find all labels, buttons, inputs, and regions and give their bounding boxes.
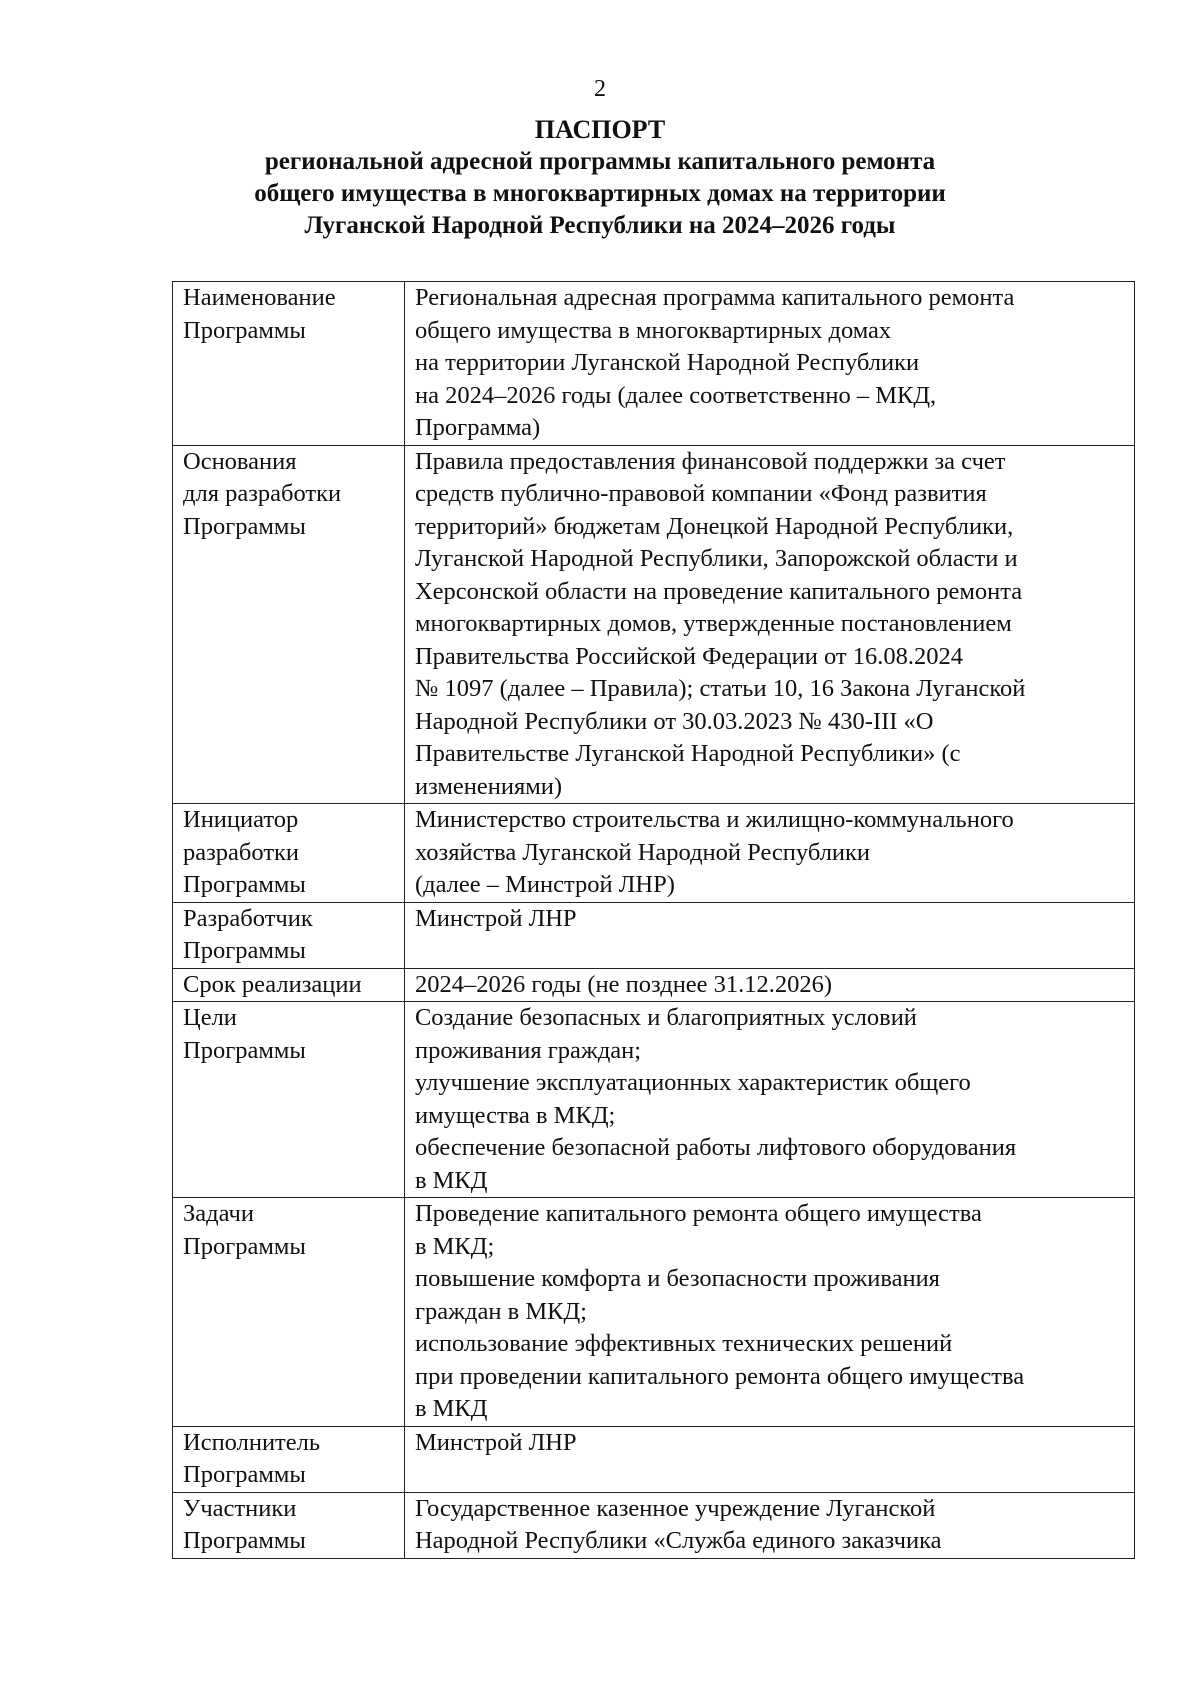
table-row-participants [173,1492,1135,1558]
value-line: Луганской Народной Республики, Запорожской области и [414,545,1018,572]
value-line: в МКД [414,1166,488,1194]
table-row-term [173,968,1135,1002]
title-line: общего имущества в многоквартирных домах на территории [254,180,946,207]
row-label [173,1198,405,1427]
row-value [404,1198,1134,1427]
row-label [173,1426,405,1492]
value-line: Народной Республики «Служба единого заказчика [414,1527,942,1554]
value-line: многоквартирных домов, утвержденные постановлением [414,610,1012,637]
row-label [173,282,405,446]
row-value [404,804,1134,903]
value-line: имущества в МКД; [414,1101,616,1129]
label-line: Исполнитель [183,1428,321,1456]
label-line: Программы [183,1527,306,1554]
table-row-goals [173,1002,1135,1198]
row-label [173,445,405,804]
row-label [173,968,405,1002]
label-line: Разработчик [183,904,313,932]
table-row-tasks [173,1198,1135,1427]
label-line: Программы [183,512,306,540]
value-line: Правительстве Луганской Народной Республики» (с [414,740,961,767]
label-line: Участники [183,1494,297,1522]
label-line: разработки [183,838,300,866]
title-line: Луганской Народной Республики на 2024–2026 годы [304,212,896,239]
label-line: для разработки [183,480,342,507]
value-line: Минстрой ЛНР [414,904,577,932]
label-line: Программы [183,937,306,964]
row-value [404,1002,1134,1198]
value-line: Проведение капитального ремонта общего имущества [414,1200,982,1227]
value-line: в МКД [414,1395,488,1422]
row-value [404,445,1134,804]
value-line: Государственное казенное учреждение Луганской [414,1494,936,1522]
value-line: обеспечение безопасной работы лифтового оборудования [414,1134,1017,1161]
value-line: использование эффективных технических решений [414,1330,953,1357]
value-line: территорий» бюджетам Донецкой Народной Республики, [414,512,1014,540]
value-line: общего имущества в многоквартирных домах [414,316,892,344]
row-value [404,1426,1134,1492]
table-row-initiator [173,804,1135,903]
row-value [404,282,1134,446]
row-label [173,1002,405,1198]
label-line: Задачи [183,1200,254,1227]
row-value [404,1492,1134,1558]
label-line: Срок реализации [183,970,362,998]
value-line: Правила предоставления финансовой поддержки за счет [414,447,1006,475]
value-line: улучшение эксплуатационных характеристик общего [414,1069,971,1096]
value-line: (далее – Минстрой ЛНР) [414,871,675,898]
value-line: Минстрой ЛНР [414,1428,577,1456]
label-line: Наименование [183,284,336,311]
value-line: Региональная адресная программа капитального ремонта [414,284,1015,311]
value-line: Создание безопасных и благоприятных условий [414,1004,917,1031]
value-line: Народной Республики от 30.03.2023 № 430-III «О [414,707,934,735]
label-line: Основания [183,447,297,475]
row-label [173,1492,405,1558]
value-line: хозяйства Луганской Народной Республики [414,838,871,866]
value-line: № 1097 (далее – Правила); статьи 10, 16 Закона Луганской [414,675,1026,702]
value-line: 2024–2026 годы (не позднее 31.12.2026) [414,970,833,998]
value-line: повышение комфорта и безопасности проживания [414,1265,940,1292]
value-line: Правительства Российской Федерации от 16.08.2024 [414,642,963,670]
label-line: Программы [183,316,306,344]
value-line: проживания граждан; [414,1036,642,1064]
value-line: Херсонской области на проведение капитального ремонта [414,577,1023,605]
value-line: изменениями) [414,772,563,800]
title-main: ПАСПОРТ [534,115,666,144]
row-label [173,902,405,968]
document-title [0,114,1200,242]
table-row-program-name [173,282,1135,446]
label-line: Цели [183,1004,237,1031]
row-value [404,902,1134,968]
value-line: при проведении капитального ремонта общего имущества [414,1362,1025,1390]
table-row-executor [173,1426,1135,1492]
label-line: Программы [183,871,306,898]
label-line: Программы [183,1036,306,1064]
value-line: в МКД; [414,1232,495,1260]
value-line: Министерство строительства и жилищно-коммунального [414,806,1014,833]
row-value [404,968,1134,1002]
value-line: Программа) [414,414,541,441]
label-line: Инициатор [183,806,299,833]
label-line: Программы [183,1232,306,1260]
passport-table [172,281,1135,1559]
value-line: средств публично-правовой компании «Фонд развития [414,480,987,507]
row-label [173,804,405,903]
value-line: на территории Луганской Народной Республики [414,349,920,376]
table-row-grounds [173,445,1135,804]
table-row-developer [173,902,1135,968]
title-line: региональной адресной программы капитального ремонта [264,148,936,175]
label-line: Программы [183,1461,306,1488]
page-number: 2 [594,76,606,102]
value-line: на 2024–2026 годы (далее соответственно – МКД, [414,381,937,409]
value-line: граждан в МКД; [414,1297,587,1325]
